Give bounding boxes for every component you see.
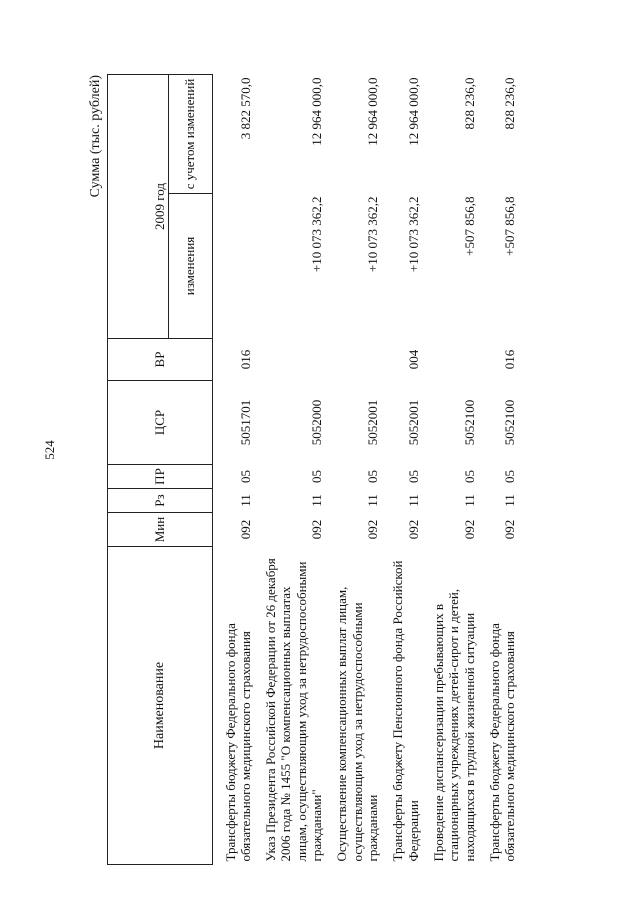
header-changes: изменения (168, 194, 212, 339)
row-change: +507 856,8 (461, 196, 477, 256)
row-rz: 11 (502, 494, 518, 507)
row-name: Проведение диспансеризации пребывающих в стационарных учреждениях детей-сирот и детей, находящихся в трудной жизненной ситуации (431, 588, 477, 862)
table-row (212, 75, 263, 865)
header-pr: ПР (108, 465, 213, 489)
row-pr: 05 (309, 470, 325, 483)
page-number: 524 (42, 440, 57, 460)
row-change: +10 073 362,2 (405, 196, 421, 273)
row-rz: 11 (405, 494, 421, 507)
row-csr: 5052001 (365, 399, 381, 446)
table-row (263, 75, 334, 865)
row-pr: 05 (365, 470, 381, 483)
header-name: Наименование (108, 547, 213, 865)
row-min: 092 (461, 519, 477, 540)
row-vr: 016 (237, 349, 253, 370)
row-total: 12 964 000,0 (309, 77, 325, 146)
row-min: 092 (309, 519, 325, 540)
header-min: Мин (108, 513, 213, 547)
row-total: 12 964 000,0 (365, 77, 381, 146)
table-row (431, 75, 487, 865)
budget-table (107, 74, 528, 865)
row-rz: 11 (365, 494, 381, 507)
header-sum-area (108, 75, 152, 339)
row-min: 092 (365, 519, 381, 540)
row-name: Осуществление компенсационных выплат лицам, осуществляющим уход за нетрудоспособными гражданами (334, 586, 381, 862)
row-csr: 5052100 (502, 399, 518, 446)
row-name: Трансферты бюджету Федерального фонда обязательного медицинского страхования (487, 623, 518, 862)
row-pr: 05 (461, 470, 477, 483)
row-name: Трансферты бюджету Федерального фонда обязательного медицинского страхования (222, 623, 253, 862)
row-csr: 5052000 (309, 399, 325, 446)
row-pr: 05 (502, 470, 518, 483)
row-pr: 05 (405, 470, 421, 483)
header-csr: ЦСР (108, 381, 213, 465)
row-change: +507 856,8 (502, 196, 518, 256)
row-total: 828 236,0 (502, 77, 518, 130)
row-total: 12 964 000,0 (405, 77, 421, 146)
row-csr: 5051701 (237, 399, 253, 446)
row-total: 828 236,0 (461, 77, 477, 130)
row-rz: 11 (237, 494, 253, 507)
table-row (334, 75, 390, 865)
row-vr: 016 (502, 349, 518, 370)
row-min: 092 (502, 519, 518, 540)
row-min: 092 (237, 519, 253, 540)
header-year: 2009 год (152, 75, 169, 339)
row-total: 3 822 570,0 (237, 77, 253, 140)
table-row (390, 75, 431, 865)
header-vr: ВР (108, 339, 213, 381)
row-min: 092 (405, 519, 421, 540)
header-with-changes: с учетом изменений (168, 75, 212, 194)
row-name: Указ Президента Российской Федерации от 26 декабря 2006 года № 1455 "О компенсационных выплатах лицам, осуществляющим уход за нетрудоспособными гражданами" (263, 558, 325, 862)
row-csr: 5052100 (461, 399, 477, 446)
row-pr: 05 (237, 470, 253, 483)
row-change: +10 073 362,2 (365, 196, 381, 273)
row-rz: 11 (461, 494, 477, 507)
header-rz: Рз (108, 489, 213, 513)
rotated-page (85, 75, 560, 865)
row-vr (263, 339, 334, 381)
row-name: Трансферты бюджету Пенсионного фонда Российской Федерации (390, 560, 421, 862)
row-csr: 5052001 (405, 399, 421, 446)
row-vr (334, 339, 390, 381)
table-row (487, 75, 528, 865)
row-vr: 004 (405, 349, 421, 370)
row-vr (431, 339, 487, 381)
row-change (212, 194, 263, 339)
row-change: +10 073 362,2 (309, 196, 325, 273)
row-rz: 11 (309, 494, 325, 507)
sum-caption: Сумма (тыс. рублей) (88, 75, 103, 198)
